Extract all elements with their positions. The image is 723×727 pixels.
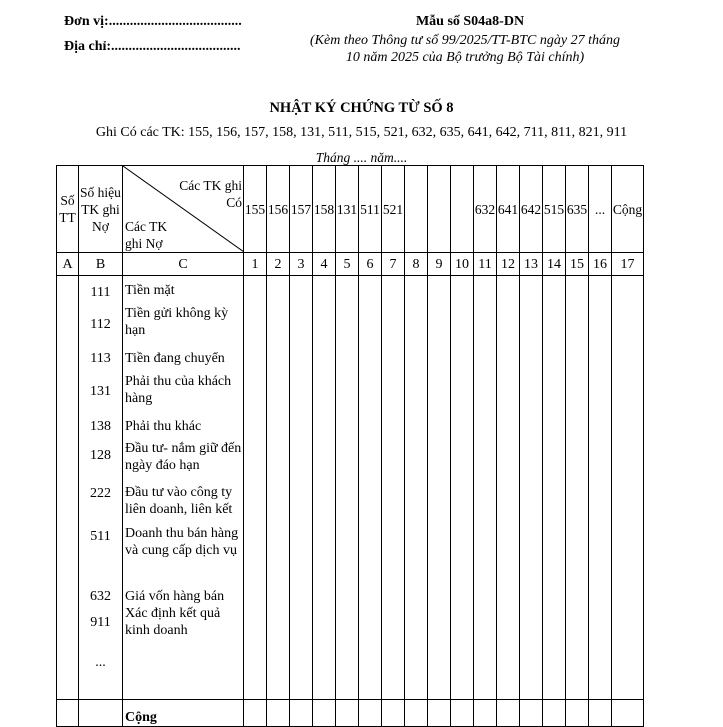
column-index-cell: 8 bbox=[405, 253, 428, 276]
total-column-header: Cộng bbox=[612, 166, 644, 253]
total-row-cell bbox=[451, 700, 474, 727]
credit-account-header bbox=[428, 166, 451, 253]
address-field: Địa chỉ:..................................... bbox=[64, 39, 241, 54]
column-index-cell: 6 bbox=[359, 253, 382, 276]
amount-column bbox=[336, 276, 359, 700]
credit-account-header: 156 bbox=[267, 166, 290, 253]
debit-account-name: Tiền đang chuyển bbox=[125, 351, 225, 366]
amount-column bbox=[382, 276, 405, 700]
column-index-cell: 14 bbox=[543, 253, 566, 276]
debit-account-name: Đầu tư vào công ty liên doanh, liên kết bbox=[125, 485, 233, 517]
total-row-cell bbox=[497, 700, 520, 727]
diagonal-header bbox=[123, 166, 244, 253]
total-row-cell bbox=[79, 700, 123, 727]
amount-column bbox=[244, 276, 267, 700]
total-row-label: Cộng bbox=[123, 700, 244, 727]
total-row-cell bbox=[612, 700, 644, 727]
debit-account-name: Giá vốn hàng bán bbox=[125, 589, 225, 604]
amount-column bbox=[451, 276, 474, 700]
debit-account-code: 138 bbox=[90, 419, 111, 434]
total-row-cell bbox=[336, 700, 359, 727]
credit-account-header: 158 bbox=[313, 166, 336, 253]
total-row-cell bbox=[267, 700, 290, 727]
form-note-line1: (Kèm theo Thông tư số 99/2025/TT-BTC ngày 27 tháng bbox=[310, 33, 620, 48]
total-row-cell bbox=[57, 700, 79, 727]
amount-column bbox=[290, 276, 313, 700]
column-index-cell: 12 bbox=[497, 253, 520, 276]
credit-account-header: 641 bbox=[497, 166, 520, 253]
column-index-cell: A bbox=[57, 253, 79, 276]
amount-column bbox=[359, 276, 382, 700]
amount-column bbox=[474, 276, 497, 700]
debit-account-name: Tiền gửi không kỳ hạn bbox=[125, 306, 229, 338]
debit-account-name: Xác định kết quả kinh doanh bbox=[125, 606, 221, 638]
debit-account-code: ... bbox=[95, 655, 106, 670]
credit-account-header: 157 bbox=[290, 166, 313, 253]
column-index-cell: B bbox=[79, 253, 123, 276]
column-index-cell: 10 bbox=[451, 253, 474, 276]
debit-account-code: 222 bbox=[90, 486, 111, 501]
form-code: Mẫu số S04a8-DN bbox=[415, 14, 525, 29]
debit-account-code: 113 bbox=[90, 351, 111, 366]
amount-column bbox=[313, 276, 336, 700]
debit-account-code: 112 bbox=[90, 317, 111, 332]
debit-account-name: Đầu tư- nắm giữ đến ngày đáo hạn bbox=[125, 441, 242, 473]
period: Tháng .... năm.... bbox=[315, 150, 408, 165]
form-note-line2: 10 năm 2025 của Bộ trưởng Bộ Tài chính) bbox=[345, 50, 585, 65]
credit-account-header: 521 bbox=[382, 166, 405, 253]
amount-column bbox=[543, 276, 566, 700]
column-index-cell: 15 bbox=[566, 253, 589, 276]
account-code-column bbox=[79, 276, 123, 700]
credit-account-header: 642 bbox=[520, 166, 543, 253]
credit-account-header bbox=[405, 166, 428, 253]
credit-account-header: 131 bbox=[336, 166, 359, 253]
page-title: NHẬT KÝ CHỨNG TỪ SỐ 8 bbox=[269, 100, 454, 116]
total-row-cell bbox=[405, 700, 428, 727]
column-index-cell: 1 bbox=[244, 253, 267, 276]
total-row-cell bbox=[244, 700, 267, 727]
column-index-cell: 3 bbox=[290, 253, 313, 276]
col-stt-header: Số TT bbox=[57, 166, 79, 253]
total-row-cell bbox=[382, 700, 405, 727]
amount-column bbox=[405, 276, 428, 700]
credit-account-header: 632 bbox=[474, 166, 497, 253]
column-index-cell: 17 bbox=[612, 253, 644, 276]
column-index-cell: 2 bbox=[267, 253, 290, 276]
total-row-cell bbox=[520, 700, 543, 727]
total-row-cell bbox=[543, 700, 566, 727]
diag-debit-label: Các TK ghi Nợ bbox=[125, 219, 168, 251]
unit-field: Đơn vị:...................................... bbox=[64, 14, 242, 29]
debit-account-code: 111 bbox=[90, 285, 111, 300]
total-row-cell bbox=[290, 700, 313, 727]
amount-column bbox=[566, 276, 589, 700]
amount-column bbox=[497, 276, 520, 700]
amount-column bbox=[520, 276, 543, 700]
column-index-cell: 16 bbox=[589, 253, 612, 276]
credit-account-header: ... bbox=[589, 166, 612, 253]
column-index-cell: 7 bbox=[382, 253, 405, 276]
total-row-cell bbox=[589, 700, 612, 727]
debit-account-name: Phải thu của khách hàng bbox=[125, 374, 232, 406]
column-index-cell: 11 bbox=[474, 253, 497, 276]
total-row-cell bbox=[474, 700, 497, 727]
credit-account-header: 515 bbox=[543, 166, 566, 253]
account-name-column bbox=[123, 276, 244, 700]
credit-account-header: 155 bbox=[244, 166, 267, 253]
credit-account-header bbox=[451, 166, 474, 253]
column-index-cell: C bbox=[123, 253, 244, 276]
debit-account-name: Phải thu khác bbox=[125, 419, 202, 434]
credit-accounts-line: Ghi Có các TK: 155, 156, 157, 158, 131, 511, 515, 521, 632, 635, 641, 642, 711, 811, 821, 911 bbox=[95, 125, 628, 140]
column-index-cell: 5 bbox=[336, 253, 359, 276]
debit-account-code: 128 bbox=[90, 448, 111, 463]
total-row-cell bbox=[359, 700, 382, 727]
total-column bbox=[612, 276, 644, 700]
debit-account-code: 911 bbox=[90, 615, 111, 630]
credit-account-header: 511 bbox=[359, 166, 382, 253]
diag-credit-label: Các TK ghi Có bbox=[179, 178, 242, 210]
total-row-cell bbox=[313, 700, 336, 727]
stt-body-cell bbox=[57, 276, 79, 700]
amount-column bbox=[267, 276, 290, 700]
total-row-cell bbox=[566, 700, 589, 727]
credit-account-header: 635 bbox=[566, 166, 589, 253]
amount-column bbox=[428, 276, 451, 700]
total-row-cell bbox=[428, 700, 451, 727]
col-account-no-header: Số hiệu TK ghi Nợ bbox=[79, 166, 123, 253]
column-index-cell: 13 bbox=[520, 253, 543, 276]
debit-account-name: Doanh thu bán hàng và cung cấp dịch vụ bbox=[125, 526, 239, 558]
journal-table bbox=[56, 165, 644, 727]
debit-account-code: 131 bbox=[90, 384, 111, 399]
debit-account-code: 511 bbox=[90, 529, 111, 544]
debit-account-name: Tiền mặt bbox=[125, 283, 175, 298]
debit-account-code: 632 bbox=[90, 589, 111, 604]
column-index-cell: 9 bbox=[428, 253, 451, 276]
column-index-cell: 4 bbox=[313, 253, 336, 276]
amount-column bbox=[589, 276, 612, 700]
